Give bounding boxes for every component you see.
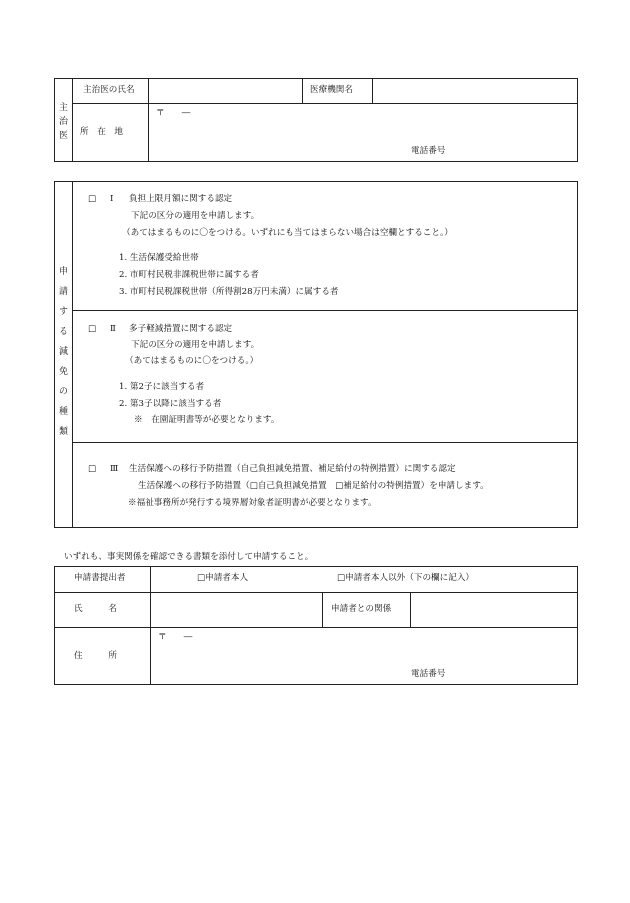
- reduction-side-label: 申請する減免の種類: [57, 266, 67, 446]
- relation-field[interactable]: [411, 593, 577, 626]
- doctor-side-label: 主治医: [57, 102, 67, 144]
- section3-numeral: Ⅲ: [110, 464, 119, 474]
- section3-note: ※福祉事務所が発行する境界層対象者証明書が必要となります。: [128, 498, 377, 508]
- reduction-divider-1: [72, 310, 578, 311]
- submitter-option-self[interactable]: □申請者本人: [197, 573, 249, 583]
- section2-line1: 下記の区分の適用を申請します。: [131, 340, 260, 350]
- section1-checkbox[interactable]: □: [88, 194, 97, 204]
- section1-numeral: Ⅰ: [110, 194, 114, 204]
- applicant-address-field[interactable]: [151, 628, 577, 684]
- doctor-institution-label: 医療機関名: [310, 85, 353, 95]
- section3-checkbox[interactable]: □: [88, 464, 97, 474]
- doctor-address-field[interactable]: [149, 104, 577, 161]
- section2-checkbox[interactable]: □: [88, 324, 97, 334]
- applicant-name-field[interactable]: [151, 593, 321, 626]
- section2-item-2: 2. 第3子以降に該当する者: [119, 399, 222, 409]
- applicant-address-label: 住 所: [74, 651, 117, 661]
- doctor-address-label: 所 在 地: [80, 127, 123, 137]
- applicant-postal-mark: 〒 ―: [158, 632, 193, 642]
- applicant-name-label: 氏 名: [74, 604, 117, 614]
- doctor-phone-label: 電話番号: [411, 146, 446, 156]
- doctor-name-label: 主治医の氏名: [83, 85, 135, 95]
- section1-title: 負担上限月額に関する認定: [129, 194, 233, 204]
- section2-item-1: 1. 第2子に該当する者: [119, 382, 205, 392]
- section2-title: 多子軽減措置に関する認定: [129, 324, 233, 334]
- submitter-label: 申請書提出者: [74, 573, 126, 583]
- doctor-institution-field[interactable]: [373, 79, 577, 102]
- doctor-name-field[interactable]: [149, 79, 301, 102]
- submitter-option-other[interactable]: □申請者本人以外（下の欄に記入）: [337, 573, 475, 583]
- section1-line2: （あてはまるものに〇をつける。いずれにも当てはまらない場合は空欄とすること。）: [122, 228, 453, 238]
- section2-note: ※ 在園証明書等が必要となります。: [134, 415, 280, 425]
- reduction-divider-2: [72, 442, 578, 443]
- section1-item-3: 3. 市町村民税課税世帯（所得割28万円未満）に属する者: [119, 287, 339, 297]
- relation-label: 申請者との関係: [331, 604, 392, 614]
- section1-item-2: 2. 市町村民税非課税世帯に属する者: [119, 270, 259, 280]
- section3-line1: 生活保護への移行予防措置（□自己負担減免措置 □補足給付の特例措置）を申請します。: [138, 481, 489, 491]
- section2-numeral: Ⅱ: [110, 324, 116, 334]
- relation-divider-left: [322, 592, 323, 627]
- doctor-postal-mark: 〒 ―: [156, 108, 191, 118]
- section2-line2: （あてはまるものに〇をつける。）: [125, 356, 259, 366]
- applicant-phone-label: 電話番号: [411, 669, 446, 679]
- reduction-side-divider: [72, 181, 73, 528]
- section3-title: 生活保護への移行予防措置（自己負担減免措置、補足給付の特例措置）に関する認定: [129, 464, 456, 474]
- section1-line1: 下記の区分の適用を申請します。: [131, 211, 260, 221]
- attachment-notice: いずれも、事実関係を確認できる書類を添付して申請すること。: [64, 552, 314, 562]
- doctor-side-divider: [72, 78, 73, 162]
- doctor-institution-divider-left: [302, 78, 303, 103]
- section1-item-1: 1. 生活保護受給世帯: [119, 253, 199, 263]
